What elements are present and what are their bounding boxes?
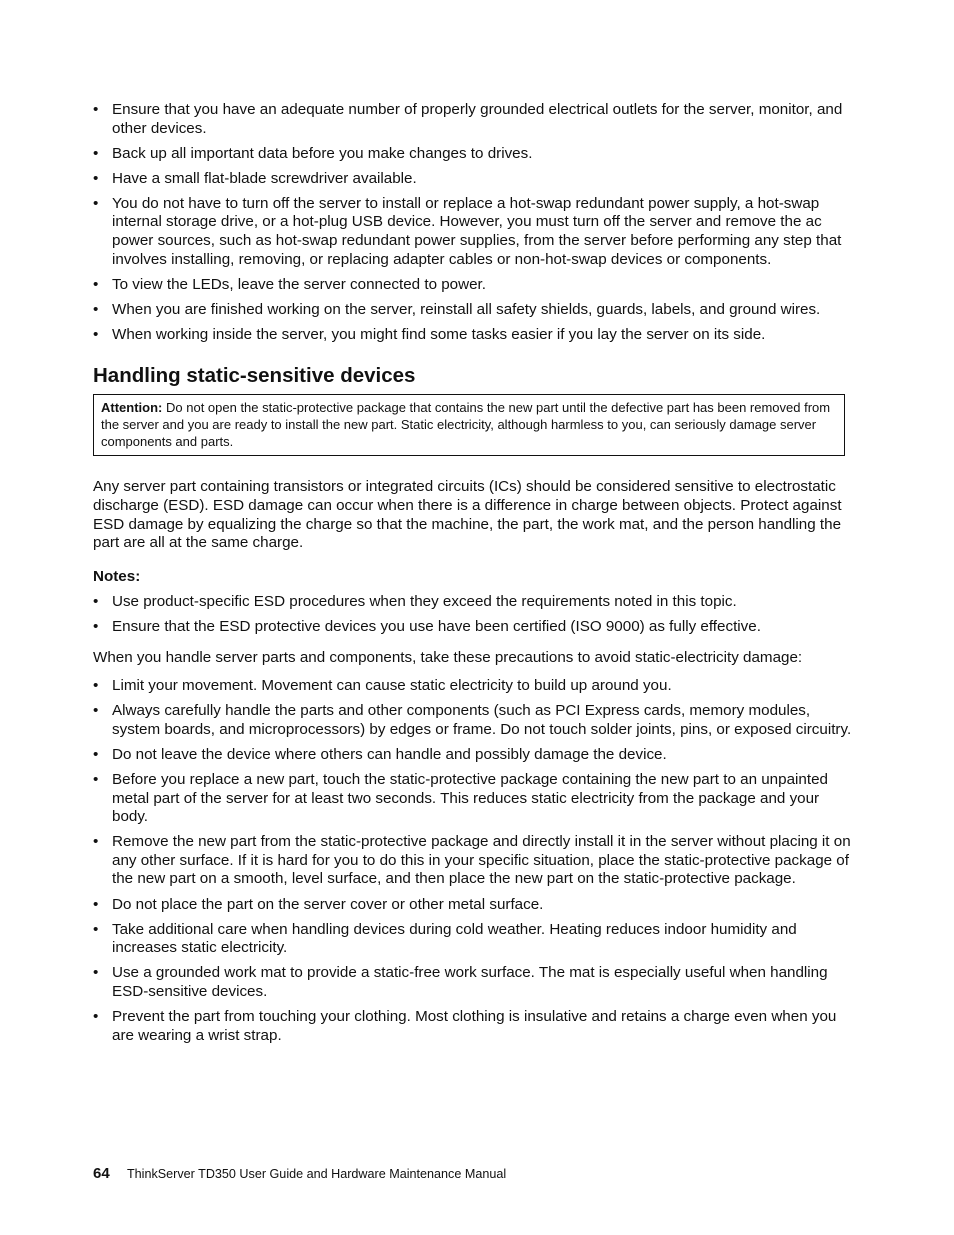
bullet-icon: • <box>93 169 99 187</box>
list-item-text: Have a small flat-blade screwdriver available. <box>112 169 417 187</box>
list-item-text: Back up all important data before you make changes to drives. <box>112 144 533 162</box>
list-item-text: Use product-specific ESD procedures when they exceed the requirements noted in this topic. <box>112 592 737 610</box>
list-item <box>93 326 853 345</box>
list-item <box>93 833 853 889</box>
bullet-icon: • <box>93 770 99 788</box>
bullet-icon: • <box>93 325 99 343</box>
bullet-icon: • <box>93 895 99 913</box>
list-item-text: Do not leave the device where others can handle and possibly damage the device. <box>112 745 667 763</box>
list-item <box>93 618 853 637</box>
bullet-icon: • <box>93 194 99 212</box>
list-item-text: When you are finished working on the server, reinstall all safety shields, guards, labels, and ground wires. <box>112 300 821 318</box>
intro-bullet-list <box>93 101 853 345</box>
bullet-icon: • <box>93 677 99 695</box>
list-item <box>93 746 853 765</box>
list-item-text: Limit your movement. Movement can cause static electricity to build up around you. <box>112 677 672 695</box>
attention-notice <box>93 394 845 457</box>
list-item <box>93 1008 853 1045</box>
bullet-icon: • <box>93 300 99 318</box>
list-item <box>93 593 853 612</box>
page-footer <box>93 1165 506 1183</box>
esd-paragraph: Any server part containing transistors or integrated circuits (ICs) should be considered sensitive to electrostatic discharge (ESD). ESD damage can occur when there is a difference in charge between objects. Protect against ESD damage by equalizing the charge so that the machine, the part, the work mat, and the person handling the part are all at the same charge. <box>93 478 842 552</box>
notes-heading: Notes: <box>93 567 141 585</box>
bullet-icon: • <box>93 101 99 118</box>
list-item <box>93 771 853 827</box>
list-item-text: Take additional care when handling devices during cold weather. Heating reduces indoor humidity and increases static electricity. <box>112 920 797 957</box>
list-item-text: Remove the new part from the static-protective package and directly install it in the server without placing it on any other surface. If it is hard for you to do this in your specific situation, place the static-protective package of the new part on a smooth, level surface, and then place the new part on the static-protective package. <box>112 833 851 888</box>
list-item-text: Do not place the part on the server cover or other metal surface. <box>112 895 544 913</box>
list-item <box>93 195 853 269</box>
document-page <box>93 101 853 1052</box>
precautions-intro: When you handle server parts and components, take these precautions to avoid static-electricity damage: <box>93 649 803 667</box>
bullet-icon: • <box>93 833 99 851</box>
list-item-text: You do not have to turn off the server to install or replace a hot-swap redundant power supply, a hot-swap internal storage drive, or a hot-plug USB device. However, you must turn off the server and remove the ac power sources, such as hot-swap redundant power supplies, from the server before performing any step that involves installing, removing, or replacing adapter cables or non-hot-swap devices or components. <box>112 194 842 268</box>
bullet-icon: • <box>93 617 99 635</box>
list-item <box>93 896 853 915</box>
list-item-text: Always carefully handle the parts and other components (such as PCI Express cards, memory modules, system boards, and microprocessors) by edges or frame. Do not touch solder joints, pins, or exposed circuitry. <box>112 702 852 738</box>
list-item-text: Before you replace a new part, touch the static-protective package containing the new part to an unpainted metal part of the server for at least two seconds. This reduces static electricity from the package and your body. <box>112 770 828 826</box>
list-item-text: When working inside the server, you might find some tasks easier if you lay the server on its side. <box>112 325 766 343</box>
list-item <box>93 276 853 295</box>
attention-label: Attention: <box>101 399 163 415</box>
list-item <box>93 101 853 138</box>
bullet-icon: • <box>93 745 99 763</box>
notes-bullet-list <box>93 593 853 637</box>
bullet-icon: • <box>93 964 99 982</box>
manual-title: ThinkServer TD350 User Guide and Hardware Maintenance Manual <box>126 1167 507 1181</box>
list-item-text: Use a grounded work mat to provide a static-free work surface. The mat is especially useful when handling ESD-sensitive devices. <box>112 964 828 1000</box>
bullet-icon: • <box>93 144 99 162</box>
bullet-icon: • <box>93 275 99 293</box>
attention-text: Do not open the static-protective package that contains the new part until the defective part has been removed from the server and you are ready to install the new part. Static electricity, although harmless to you, can seriously damage server components and parts. <box>101 399 831 450</box>
list-item <box>93 964 853 1001</box>
list-item <box>93 170 853 189</box>
list-item <box>93 145 853 164</box>
precautions-bullet-list <box>93 677 853 1045</box>
list-item-text: Ensure that the ESD protective devices you use have been certified (ISO 9000) as fully effective. <box>112 617 761 635</box>
section-title: Handling static-sensitive devices <box>93 363 416 387</box>
list-item-text: To view the LEDs, leave the server connected to power. <box>112 275 486 293</box>
bullet-icon: • <box>93 920 99 938</box>
bullet-icon: • <box>93 592 99 610</box>
list-item <box>93 921 853 958</box>
bullet-icon: • <box>93 1007 99 1025</box>
list-item <box>93 301 853 320</box>
list-item <box>93 702 853 739</box>
list-item <box>93 677 853 696</box>
bullet-icon: • <box>93 702 99 720</box>
list-item-text: Ensure that you have an adequate number of properly grounded electrical outlets for the server, monitor, and other devices. <box>112 101 843 137</box>
page-number: 64 <box>93 1165 110 1182</box>
list-item-text: Prevent the part from touching your clothing. Most clothing is insulative and retains a charge even when you are wearing a wrist strap. <box>112 1007 837 1044</box>
